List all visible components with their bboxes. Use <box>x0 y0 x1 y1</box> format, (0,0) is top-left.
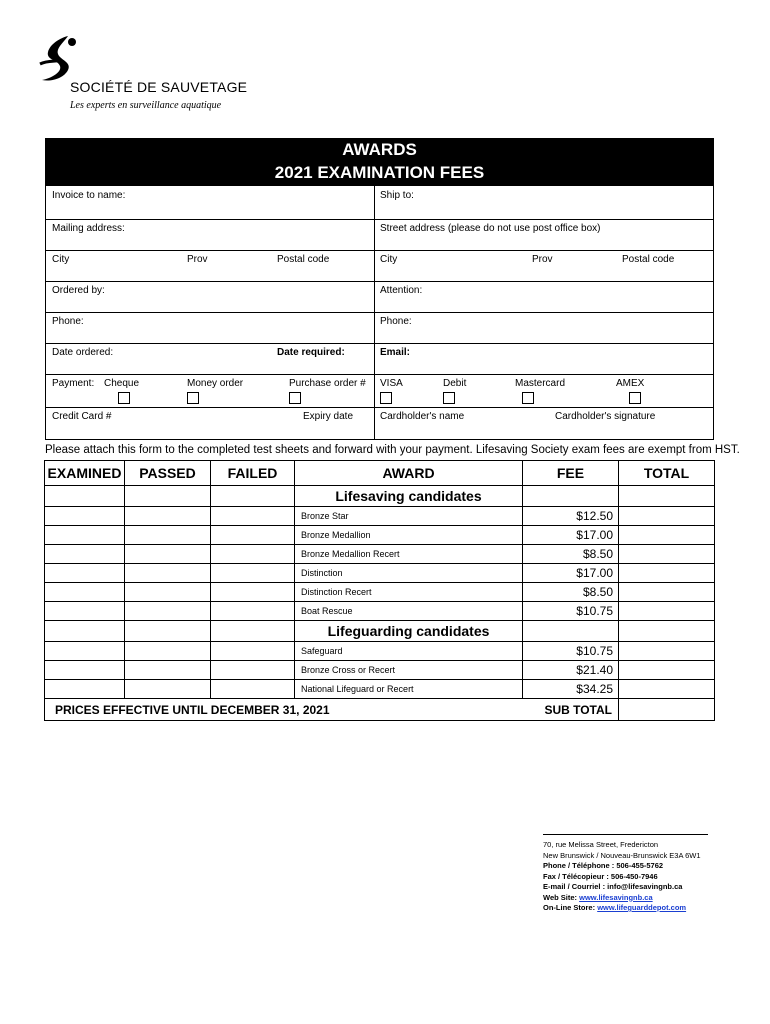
org-tagline: Les experts en surveillance aquatique <box>70 100 222 111</box>
total-cell[interactable] <box>619 564 715 583</box>
fee-value: $12.50 <box>523 507 619 526</box>
website-label: Web Site: <box>543 892 578 902</box>
col-fee: FEE <box>523 461 619 486</box>
fee-value: $34.25 <box>523 680 619 699</box>
failed-cell[interactable] <box>211 583 295 602</box>
visa-label: VISA <box>380 378 403 389</box>
passed-cell[interactable] <box>125 642 211 661</box>
examined-cell[interactable] <box>45 583 125 602</box>
instructions-note: Please attach this form to the completed test sheets and forward with your payment. Lifesaving Society exam fees are exempt from HST. <box>45 444 740 456</box>
passed-cell[interactable] <box>125 564 211 583</box>
summary-row <box>45 699 715 721</box>
cardholder-name-field[interactable]: Cardholder's name <box>380 411 465 422</box>
mastercard-label: Mastercard <box>515 378 566 389</box>
table-row <box>45 602 715 621</box>
expiry-date-field[interactable]: Expiry date <box>303 411 354 422</box>
section-title: Lifesaving candidates <box>295 486 523 507</box>
row-line <box>45 439 714 440</box>
form-title <box>45 138 714 186</box>
row-line <box>45 374 714 375</box>
visa-checkbox[interactable] <box>380 392 392 404</box>
table-row <box>45 661 715 680</box>
cardholder-signature-field[interactable]: Cardholder's signature <box>555 411 656 422</box>
failed-cell[interactable] <box>211 507 295 526</box>
contact-fax: Fax / Télécopieur : 506-450-7946 <box>543 871 658 881</box>
contact-phone: Phone / Téléphone : 506-455-5762 <box>543 861 664 870</box>
phone-field[interactable]: Phone: <box>52 316 84 327</box>
failed-cell[interactable] <box>211 642 295 661</box>
award-name: Bronze Medallion Recert <box>295 545 523 564</box>
row-line <box>45 407 714 408</box>
mailing-address-field[interactable]: Mailing address: <box>52 223 125 234</box>
failed-cell[interactable] <box>211 564 295 583</box>
fee-value: $21.40 <box>523 661 619 680</box>
col-total: TOTAL <box>619 461 715 486</box>
debit-checkbox[interactable] <box>443 392 455 404</box>
amex-checkbox[interactable] <box>629 392 641 404</box>
table-row <box>45 545 715 564</box>
fee-value: $10.75 <box>523 602 619 621</box>
contact-info <box>543 834 708 914</box>
awards-table <box>44 460 715 721</box>
award-name: Bronze Cross or Recert <box>295 661 523 680</box>
passed-cell[interactable] <box>125 526 211 545</box>
examined-cell[interactable] <box>45 661 125 680</box>
failed-cell[interactable] <box>211 545 295 564</box>
col-passed: PASSED <box>125 461 211 486</box>
row-line <box>45 343 714 344</box>
award-name: National Lifeguard or Recert <box>295 680 523 699</box>
store-label: On-Line Store: <box>543 903 596 912</box>
passed-cell[interactable] <box>125 661 211 680</box>
ship-postal-code-field[interactable]: Postal code <box>622 254 675 265</box>
total-cell[interactable] <box>619 602 715 621</box>
total-cell[interactable] <box>619 545 715 564</box>
website-link[interactable]: www.lifesavingnb.ca <box>579 892 653 902</box>
sub-total-label: SUB TOTAL <box>523 699 619 721</box>
examined-cell[interactable] <box>45 642 125 661</box>
ordered-by-field[interactable]: Ordered by: <box>52 285 105 296</box>
passed-cell[interactable] <box>125 507 211 526</box>
table-row <box>45 583 715 602</box>
attention-field[interactable]: Attention: <box>380 285 423 296</box>
postal-code-field[interactable]: Postal code <box>277 254 330 265</box>
total-cell[interactable] <box>619 507 715 526</box>
form-border-left <box>45 186 46 440</box>
award-name: Bronze Star <box>295 507 523 526</box>
contact-email: E-mail / Courriel : info@lifesavingnb.ca <box>543 882 683 891</box>
fee-value: $8.50 <box>523 545 619 564</box>
ship-city-field[interactable]: City <box>380 254 398 265</box>
fee-value: $8.50 <box>523 583 619 602</box>
debit-label: Debit <box>443 378 467 389</box>
table-header-row <box>45 461 715 486</box>
form-border-right <box>713 186 714 440</box>
passed-cell[interactable] <box>125 583 211 602</box>
total-cell[interactable] <box>619 642 715 661</box>
ship-to-field[interactable]: Ship to: <box>380 190 414 201</box>
contact-province: New Brunswick / Nouveau-Brunswick E3A 6W1 <box>543 850 701 860</box>
ship-prov-field[interactable]: Prov <box>532 254 553 265</box>
total-cell[interactable] <box>619 583 715 602</box>
date-required-field[interactable]: Date required: <box>277 347 345 358</box>
form-divider <box>374 186 375 440</box>
col-examined: EXAMINED <box>45 461 125 486</box>
section-row <box>45 621 715 642</box>
payment-label: Payment: <box>52 378 95 389</box>
table-row <box>45 526 715 545</box>
award-name: Bronze Medallion <box>295 526 523 545</box>
row-line <box>45 312 714 313</box>
street-address-field[interactable]: Street address (please do not use post office box) <box>380 223 601 234</box>
contact-website <box>543 893 708 904</box>
invoice-to-field[interactable]: Invoice to name: <box>52 190 126 201</box>
title-line-2: 2021 EXAMINATION FEES <box>274 163 485 182</box>
city-field[interactable]: City <box>52 254 70 265</box>
award-name: Distinction <box>295 564 523 583</box>
examined-cell[interactable] <box>45 602 125 621</box>
mastercard-checkbox[interactable] <box>522 392 534 404</box>
contact-store <box>543 903 708 914</box>
examined-cell[interactable] <box>45 564 125 583</box>
passed-cell[interactable] <box>125 680 211 699</box>
contact-rule <box>543 834 708 835</box>
examined-cell[interactable] <box>45 545 125 564</box>
row-line <box>45 219 714 220</box>
passed-cell[interactable] <box>125 602 211 621</box>
table-row <box>45 564 715 583</box>
fee-value: $17.00 <box>523 526 619 545</box>
society-logo <box>38 34 248 118</box>
table-row <box>45 680 715 699</box>
examined-cell[interactable] <box>45 680 125 699</box>
total-cell[interactable] <box>619 526 715 545</box>
purchase-order-checkbox[interactable] <box>289 392 301 404</box>
title-line-1: AWARDS <box>342 140 417 159</box>
failed-cell[interactable] <box>211 661 295 680</box>
sub-total-cell[interactable] <box>619 699 715 721</box>
money-order-checkbox[interactable] <box>187 392 199 404</box>
purchase-order-label: Purchase order # <box>289 378 366 389</box>
org-name: SOCIÉTÉ DE SAUVETAGE <box>70 79 248 95</box>
amex-label: AMEX <box>616 378 645 389</box>
table-row <box>45 507 715 526</box>
date-ordered-field[interactable]: Date ordered: <box>52 347 114 358</box>
examined-cell[interactable] <box>45 526 125 545</box>
passed-cell[interactable] <box>125 545 211 564</box>
prov-field[interactable]: Prov <box>187 254 208 265</box>
fee-value: $10.75 <box>523 642 619 661</box>
failed-cell[interactable] <box>211 602 295 621</box>
store-link[interactable]: www.lifeguarddepot.com <box>597 903 687 912</box>
total-cell[interactable] <box>619 680 715 699</box>
money-order-label: Money order <box>187 378 244 389</box>
col-failed: FAILED <box>211 461 295 486</box>
row-line <box>45 250 714 251</box>
total-cell[interactable] <box>619 661 715 680</box>
email-field[interactable]: Email: <box>380 347 411 358</box>
section-row <box>45 486 715 507</box>
section-title: Lifeguarding candidates <box>295 621 523 642</box>
examined-cell[interactable] <box>45 507 125 526</box>
prices-effective-note: PRICES EFFECTIVE UNTIL DECEMBER 31, 2021 <box>45 699 523 721</box>
table-row <box>45 642 715 661</box>
failed-cell[interactable] <box>211 526 295 545</box>
cheque-label: Cheque <box>104 378 140 389</box>
award-name: Boat Rescue <box>295 602 523 621</box>
award-name: Distinction Recert <box>295 583 523 602</box>
fee-value: $17.00 <box>523 564 619 583</box>
credit-card-field[interactable]: Credit Card # <box>52 411 112 422</box>
col-award: AWARD <box>295 461 523 486</box>
ship-phone-field[interactable]: Phone: <box>380 316 412 327</box>
cheque-checkbox[interactable] <box>118 392 130 404</box>
failed-cell[interactable] <box>211 680 295 699</box>
row-line <box>45 281 714 282</box>
award-name: Safeguard <box>295 642 523 661</box>
contact-street: 70, rue Melissa Street, Fredericton <box>543 840 659 849</box>
